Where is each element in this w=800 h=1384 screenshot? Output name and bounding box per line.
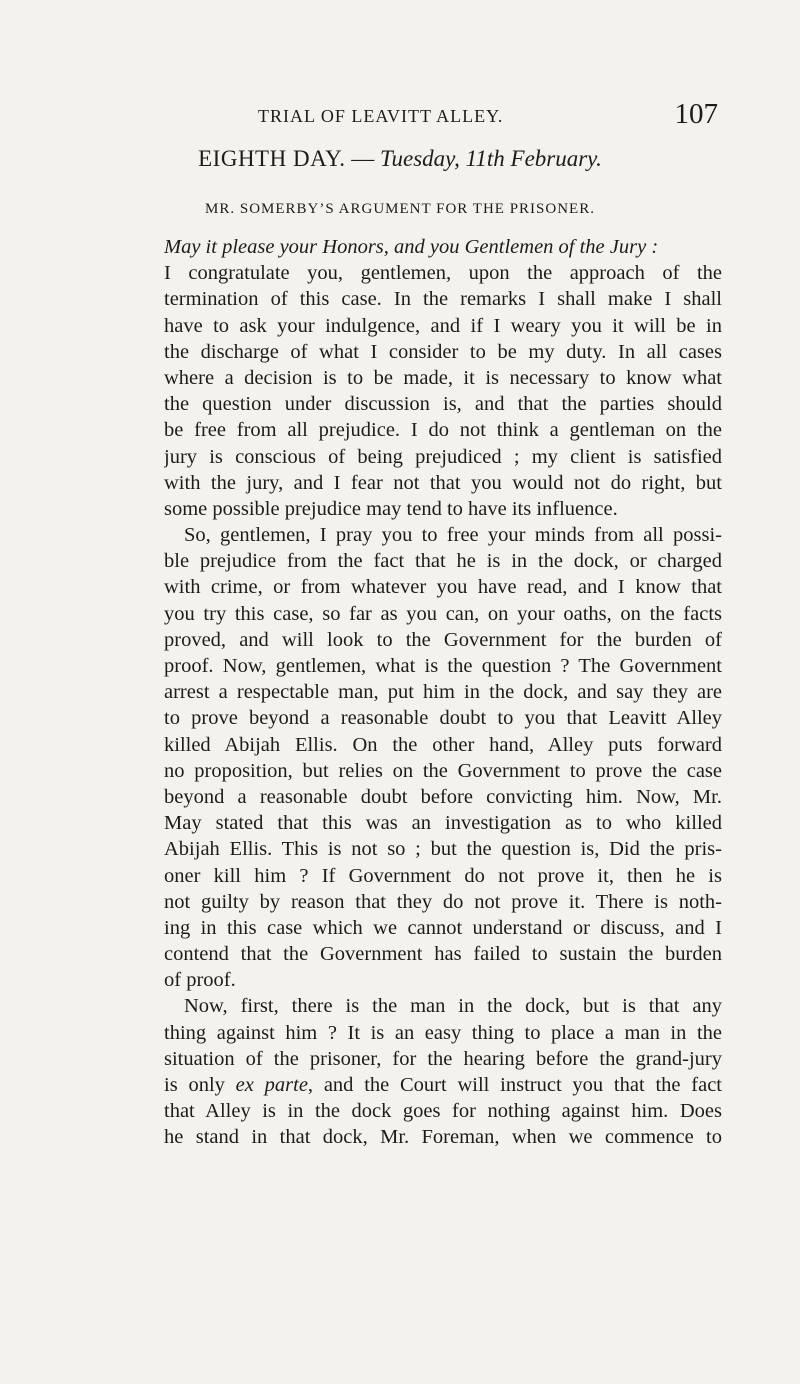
text-line: the question under discussion is, and that the parties should bbox=[164, 393, 722, 416]
day-date: Tuesday, 11th February. bbox=[379, 146, 602, 171]
text-line: ble prejudice from the fact that he is in the dock, or charged bbox=[164, 550, 722, 573]
line-text-before: is only bbox=[164, 1074, 236, 1096]
text-line: I congratulate you, gentlemen, upon the approach of the bbox=[164, 262, 722, 285]
text-line: situation of the prisoner, for the hearing before the grand-jury bbox=[164, 1047, 722, 1070]
salutation: May it please your Honors, and you Gentlemen of the Jury : bbox=[164, 236, 659, 258]
text-line: be free from all prejudice. I do not think a gentleman on the bbox=[164, 419, 722, 442]
page-number: 107 bbox=[674, 98, 718, 130]
text-line: contend that the Government has failed to sustain the burden bbox=[164, 943, 722, 966]
text-line: you try this case, so far as you can, on your oaths, on the facts bbox=[164, 602, 722, 625]
text-line: with crime, or from whatever you have read, and I know that bbox=[164, 576, 722, 599]
text-line: May stated that this was an investigation as to who killed bbox=[164, 812, 722, 835]
text-line: where a decision is to be made, it is necessary to know what bbox=[164, 366, 722, 389]
text-line-with-italic bbox=[164, 1072, 722, 1098]
text-line: proof. Now, gentlemen, what is the question ? The Government bbox=[164, 655, 722, 677]
section-heading: MR. SOMERBY’S ARGUMENT FOR THE PRISONER. bbox=[205, 201, 595, 217]
text-line: the discharge of what I consider to be my duty. In all cases bbox=[164, 340, 722, 363]
text-line: Now, first, there is the man in the dock, but is that any bbox=[184, 995, 722, 1018]
text-line: beyond a reasonable doubt before convicting him. Now, Mr. bbox=[164, 785, 722, 808]
text-line: killed Abijah Ellis. On the other hand, Alley puts forward bbox=[164, 733, 722, 756]
text-line: have to ask your indulgence, and if I weary you it will be in bbox=[164, 314, 722, 337]
running-title: TRIAL OF LEAVITT ALLEY. bbox=[258, 106, 504, 126]
text-line: thing against him ? It is an easy thing to place a man in the bbox=[164, 1021, 722, 1044]
text-line: oner kill him ? If Government do not prove it, then he is bbox=[164, 864, 722, 887]
line-text-after: , and the Court will instruct you that the fact bbox=[307, 1074, 722, 1096]
text-line: he stand in that dock, Mr. Foreman, when we commence to bbox=[164, 1126, 722, 1149]
latin-phrase: ex parte bbox=[235, 1074, 308, 1096]
text-line: no proposition, but relies on the Government to prove the case bbox=[164, 759, 722, 782]
text-line: arrest a respectable man, put him in the dock, and say they are bbox=[164, 681, 722, 704]
text-line: Abijah Ellis. This is not so ; but the question is, Did the pris- bbox=[164, 838, 722, 861]
text-line: to prove beyond a reasonable doubt to you that Leavitt Alley bbox=[164, 707, 722, 730]
text-line: some possible prejudice may tend to have its influence. bbox=[164, 497, 618, 520]
text-line: of proof. bbox=[164, 969, 236, 992]
text-line: jury is conscious of being prejudiced ; my client is satisfied bbox=[164, 445, 722, 468]
running-head bbox=[258, 100, 718, 134]
text-line: proved, and will look to the Government for the burden of bbox=[164, 628, 722, 651]
body-text bbox=[164, 234, 722, 1151]
text-line: that Alley is in the dock goes for nothing against him. Does bbox=[164, 1100, 722, 1123]
text-line: So, gentlemen, I pray you to free your minds from all possi- bbox=[184, 524, 722, 547]
text-line: termination of this case. In the remarks I shall make I shall bbox=[164, 288, 722, 311]
text-line: with the jury, and I fear not that you would not do right, but bbox=[164, 471, 722, 494]
heading-separator: — bbox=[345, 146, 380, 171]
text-line: ing in this case which we cannot understand or discuss, and I bbox=[164, 916, 722, 939]
day-label: EIGHTH DAY. bbox=[198, 146, 346, 171]
day-heading bbox=[0, 146, 800, 172]
text-line: not guilty by reason that they do not prove it. There is noth- bbox=[164, 890, 722, 913]
